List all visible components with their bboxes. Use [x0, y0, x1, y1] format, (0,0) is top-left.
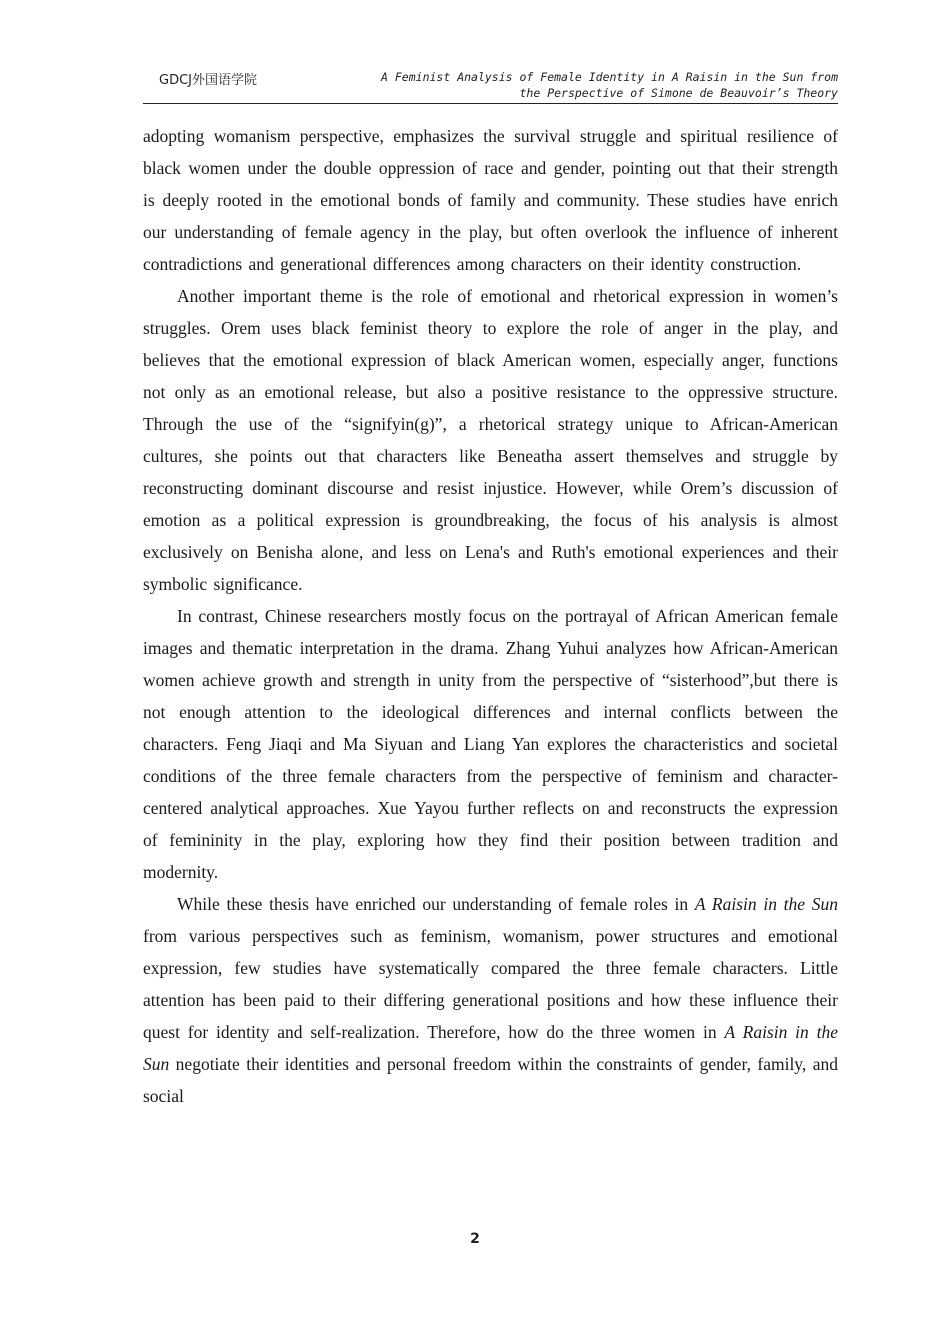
paragraph-4-part-1: While these thesis have enriched our understanding of female roles in — [177, 894, 695, 914]
paragraph-3: In contrast, Chinese researchers mostly focus on the portrayal of African American female images and thematic interpretation in the drama. Zhang Yuhui analyzes how African-American women achieve growth and strength in unity from the perspective of “sisterhood”,but there is not enough attention to the ideological differences and internal conflicts between the characters. Feng Jiaqi and Ma Siyuan and Liang Yan explores the characteristics and societal conditions of the three female characters from the perspective of feminism and character-centered analytical approaches. Xue Yayou further reflects on and reconstructs the expression of femininity in the play, exploring how they find their position between tradition and modernity. — [143, 606, 838, 882]
header-institution: GDCJ外国语学院 — [159, 73, 257, 88]
paragraph-4-part-2: from various perspectives such as feminism, womanism, power structures and emotional expression, few studies have systematically compared the three female characters. Little attention has been paid to their differing generational positions and how these influence their quest for identity and self-realization. Therefore, how do the three women in — [143, 926, 838, 1042]
paragraph-1: adopting womanism perspective, emphasizes the survival struggle and spiritual resilience of black women under the double oppression of race and gender, pointing out that their strength is deeply rooted in the emotional bonds of family and community. These studies have enrich our understanding of female agency in the play, but often overlook the influence of inherent contradictions and generational differences among characters on their identity construction. — [143, 126, 838, 274]
play-title: A Raisin in the Sun — [694, 894, 839, 914]
paragraph-4-part-3: negotiate their identities and personal freedom within the constraints of gender, family, and social — [143, 1054, 838, 1106]
page-number: 2 — [470, 1231, 480, 1247]
paragraph-2: Another important theme is the role of emotional and rhetorical expression in women’s struggles. Orem uses black feminist theory to explore the role of anger in the play, and believes that the emotional expression of black American women, especially anger, functions not only as an emotional release, but also a positive resistance to the oppressive structure. Through the use of the “signifyin(g)”, a rhetorical strategy unique to African-American cultures, she points out that characters like Beneatha assert themselves and struggle by reconstructing dominant discourse and resist injustice. However, while Orem’s discussion of emotion as a political expression is groundbreaking, the focus of his analysis is almost exclusively on Benisha alone, and less on Lena's and Ruth's emotional experiences and their symbolic significance. — [143, 286, 838, 594]
header-title-line-1: A Feminist Analysis of Female Identity in A Raisin in the Sun from — [381, 70, 838, 84]
paragraph-4 — [143, 888, 838, 1112]
header-title-line-2: the Perspective of Simone de Beauvoir’s Theory — [519, 86, 838, 100]
body-text — [143, 120, 838, 1112]
running-header — [143, 66, 838, 104]
play-title: A Raisin in the Sun — [143, 1022, 838, 1074]
header-thesis-title — [318, 69, 838, 101]
